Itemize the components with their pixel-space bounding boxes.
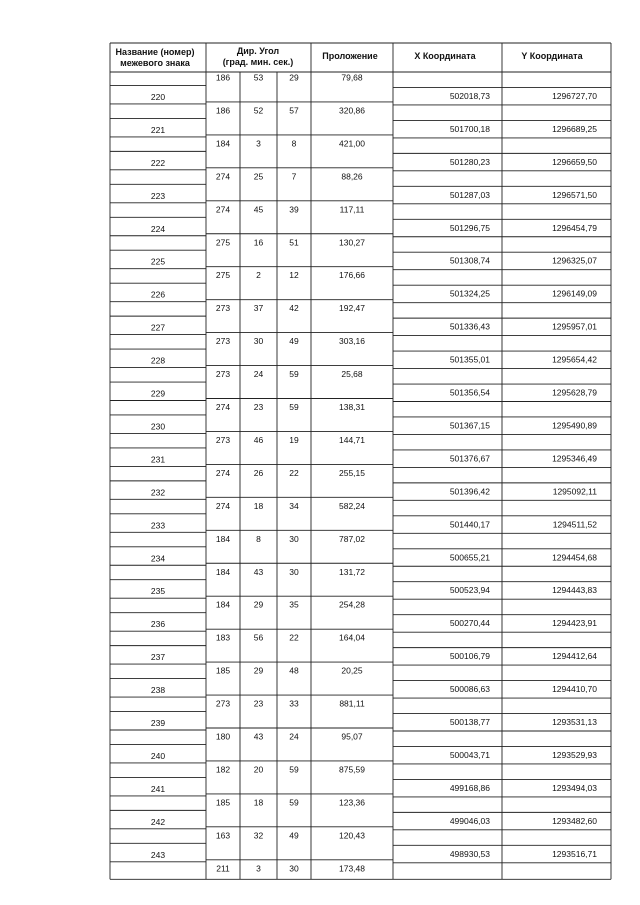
segment-degrees: 273 <box>215 336 231 347</box>
mark-x-coordinate: 500086,63 <box>449 684 490 695</box>
segment-minutes: 25 <box>253 171 264 182</box>
mark-x-coordinate: 501440,17 <box>449 519 490 530</box>
mark-name: 243 <box>150 849 166 860</box>
segment-length: 192,47 <box>339 303 365 314</box>
segment-degrees: 186 <box>215 72 231 83</box>
segment-degrees: 274 <box>215 402 231 412</box>
segment-seconds: 33 <box>289 698 299 709</box>
mark-x-coordinate: 501376,67 <box>449 453 490 464</box>
segment-minutes: 43 <box>253 731 264 742</box>
segment-degrees: 182 <box>215 764 231 775</box>
segment-seconds: 35 <box>289 599 299 610</box>
mark-name: 231 <box>150 454 166 465</box>
segment-seconds: 51 <box>289 237 299 248</box>
segment-minutes: 20 <box>253 764 264 775</box>
segment-minutes: 26 <box>253 467 264 478</box>
mark-x-coordinate: 501396,42 <box>449 486 490 497</box>
segment-degrees: 183 <box>215 632 231 643</box>
segment-degrees: 184 <box>215 566 231 577</box>
segment-length: 255,15 <box>339 467 365 478</box>
segment-degrees: 184 <box>215 138 231 149</box>
segment-seconds: 49 <box>289 336 299 347</box>
segment-seconds: 7 <box>291 171 297 182</box>
segment-minutes: 23 <box>253 698 264 709</box>
mark-x-coordinate: 501336,43 <box>449 321 490 332</box>
segment-length: 881,11 <box>339 698 365 709</box>
segment-length: 123,36 <box>339 797 365 808</box>
mark-y-coordinate: 1294511,52 <box>552 519 597 530</box>
segment-minutes: 29 <box>253 665 264 676</box>
segment-length: 131,72 <box>339 566 365 577</box>
segment-seconds: 39 <box>289 204 299 215</box>
segment-seconds: 30 <box>289 863 299 874</box>
header-angle-line2: (град. мин. сек.) <box>222 57 294 67</box>
mark-x-coordinate: 501296,75 <box>449 222 490 233</box>
segment-seconds: 59 <box>289 764 299 775</box>
segment-minutes: 16 <box>253 237 264 248</box>
mark-name: 240 <box>150 750 166 761</box>
segment-seconds: 8 <box>291 138 297 149</box>
mark-x-coordinate: 501355,01 <box>449 354 490 365</box>
segment-minutes: 45 <box>253 204 264 215</box>
mark-name: 237 <box>150 652 166 663</box>
mark-name: 235 <box>150 586 166 597</box>
mark-name: 222 <box>150 157 166 168</box>
mark-y-coordinate: 1295957,01 <box>552 321 597 332</box>
segment-seconds: 12 <box>289 270 299 281</box>
mark-name: 234 <box>150 553 166 564</box>
segment-length: 130,27 <box>339 237 365 248</box>
segment-minutes: 3 <box>256 863 261 874</box>
segment-minutes: 37 <box>253 303 264 314</box>
mark-x-coordinate: 498930,53 <box>449 848 490 859</box>
segment-length: 421,00 <box>339 138 365 149</box>
mark-y-coordinate: 1296149,09 <box>552 288 597 299</box>
mark-y-coordinate: 1294410,70 <box>552 684 597 695</box>
segment-degrees: 274 <box>215 500 231 511</box>
mark-x-coordinate: 501308,74 <box>449 255 490 266</box>
segment-seconds: 29 <box>289 72 299 83</box>
mark-y-coordinate: 1296727,70 <box>552 90 597 101</box>
mark-name: 232 <box>150 487 166 498</box>
segment-degrees: 273 <box>215 434 231 445</box>
segment-seconds: 34 <box>289 500 299 511</box>
segment-degrees: 274 <box>215 171 231 182</box>
mark-name: 224 <box>150 223 166 234</box>
mark-y-coordinate: 1293494,03 <box>552 782 597 793</box>
segment-degrees: 274 <box>215 204 231 215</box>
mark-name: 230 <box>150 421 166 432</box>
segment-seconds: 22 <box>289 467 299 478</box>
header-name-line2: межевого знака <box>120 58 190 68</box>
segment-minutes: 43 <box>253 566 264 577</box>
segment-degrees: 275 <box>215 237 231 248</box>
mark-y-coordinate: 1296571,50 <box>552 189 597 200</box>
segment-minutes: 2 <box>256 270 261 281</box>
segment-minutes: 56 <box>253 632 264 643</box>
mark-y-coordinate: 1295490,89 <box>552 420 597 431</box>
mark-name: 236 <box>150 619 166 630</box>
mark-y-coordinate: 1293531,13 <box>552 717 597 728</box>
mark-name: 223 <box>150 190 166 201</box>
mark-y-coordinate: 1294423,91 <box>552 618 597 629</box>
segment-degrees: 274 <box>215 467 231 478</box>
mark-x-coordinate: 501280,23 <box>449 156 490 167</box>
segment-seconds: 42 <box>289 303 299 314</box>
mark-name: 225 <box>150 256 166 267</box>
segment-seconds: 30 <box>289 533 299 544</box>
mark-name: 220 <box>150 91 166 102</box>
mark-y-coordinate: 1294412,64 <box>552 651 597 662</box>
mark-x-coordinate: 499168,86 <box>449 782 490 793</box>
segment-length: 164,04 <box>339 632 365 643</box>
segment-minutes: 30 <box>253 336 264 347</box>
table-header <box>116 46 584 68</box>
mark-y-coordinate: 1294454,68 <box>552 552 597 563</box>
header-angle-line1: Дир. Угол <box>236 46 280 56</box>
segment-minutes: 23 <box>253 402 264 412</box>
mark-x-coordinate: 501367,15 <box>449 420 490 431</box>
mark-y-coordinate: 1295654,42 <box>552 354 597 365</box>
mark-x-coordinate: 500043,71 <box>449 749 490 760</box>
mark-y-coordinate: 1295092,11 <box>552 486 597 497</box>
mark-name: 226 <box>150 289 166 300</box>
segment-length: 79,68 <box>341 72 363 83</box>
segment-minutes: 18 <box>253 797 264 808</box>
segment-degrees: 273 <box>215 369 231 380</box>
segment-seconds: 59 <box>289 402 299 412</box>
segment-length: 25,68 <box>341 369 363 380</box>
segment-degrees: 180 <box>215 731 231 742</box>
segment-length: 88,26 <box>341 171 363 182</box>
mark-y-coordinate: 1295628,79 <box>552 387 597 398</box>
table-body <box>151 73 597 874</box>
mark-x-coordinate: 501356,54 <box>449 387 490 398</box>
segment-seconds: 30 <box>289 566 299 577</box>
segment-length: 875,59 <box>339 764 365 775</box>
segment-degrees: 163 <box>215 830 231 841</box>
segment-seconds: 48 <box>289 665 299 676</box>
segment-length: 320,86 <box>339 105 365 116</box>
segment-length: 117,11 <box>339 204 365 215</box>
segment-degrees: 184 <box>215 599 231 610</box>
mark-y-coordinate: 1293529,93 <box>552 749 597 760</box>
header-x-coordinate: X Координата <box>414 51 476 61</box>
segment-minutes: 52 <box>253 105 264 116</box>
segment-minutes: 24 <box>253 369 264 380</box>
mark-y-coordinate: 1294443,83 <box>552 585 597 596</box>
segment-degrees: 185 <box>215 665 231 676</box>
mark-x-coordinate: 502018,73 <box>449 90 490 101</box>
mark-name: 238 <box>150 685 166 696</box>
segment-degrees: 185 <box>215 797 231 808</box>
mark-x-coordinate: 501287,03 <box>449 189 490 200</box>
segment-seconds: 59 <box>289 369 299 380</box>
segment-length: 787,02 <box>339 533 365 544</box>
mark-y-coordinate: 1293516,71 <box>552 848 597 859</box>
segment-minutes: 32 <box>253 830 264 841</box>
table-grid <box>110 43 611 879</box>
segment-minutes: 8 <box>256 533 261 544</box>
segment-length: 20,25 <box>341 665 363 676</box>
segment-seconds: 24 <box>289 731 299 742</box>
segment-length: 144,71 <box>339 434 365 445</box>
segment-degrees: 184 <box>215 533 231 544</box>
segment-seconds: 57 <box>289 105 299 116</box>
segment-length: 95,07 <box>341 731 363 742</box>
segment-degrees: 211 <box>216 863 230 874</box>
mark-name: 241 <box>150 783 166 794</box>
segment-degrees: 273 <box>215 303 231 314</box>
segment-length: 303,16 <box>339 336 365 347</box>
mark-name: 227 <box>150 322 166 333</box>
segment-minutes: 3 <box>256 138 261 149</box>
mark-x-coordinate: 501324,25 <box>449 288 490 299</box>
segment-length: 582,24 <box>339 500 365 511</box>
mark-y-coordinate: 1295346,49 <box>552 453 597 464</box>
segment-seconds: 19 <box>289 434 299 445</box>
segment-degrees: 273 <box>215 698 231 709</box>
mark-x-coordinate: 500138,77 <box>449 717 490 728</box>
mark-y-coordinate: 1296689,25 <box>552 123 597 134</box>
segment-degrees: 186 <box>215 105 231 116</box>
segment-minutes: 29 <box>253 599 264 610</box>
mark-name: 242 <box>150 816 166 827</box>
mark-x-coordinate: 500655,21 <box>449 552 490 563</box>
mark-x-coordinate: 500270,44 <box>449 618 490 629</box>
mark-name: 233 <box>150 520 166 531</box>
mark-x-coordinate: 500523,94 <box>449 585 490 596</box>
mark-name: 239 <box>150 718 166 729</box>
mark-y-coordinate: 1293482,60 <box>552 815 597 826</box>
mark-x-coordinate: 501700,18 <box>449 123 490 134</box>
header-length: Проложение <box>322 51 378 61</box>
mark-name: 229 <box>150 388 166 399</box>
mark-name: 221 <box>150 124 166 135</box>
mark-x-coordinate: 499046,03 <box>449 815 490 826</box>
header-name-line1: Название (номер) <box>115 47 195 57</box>
segment-seconds: 49 <box>289 830 299 841</box>
mark-y-coordinate: 1296454,79 <box>552 222 597 233</box>
segment-degrees: 275 <box>215 270 231 281</box>
mark-x-coordinate: 500106,79 <box>449 651 490 662</box>
mark-y-coordinate: 1296659,50 <box>552 156 597 167</box>
header-y-coordinate: Y Координата <box>521 51 583 61</box>
segment-minutes: 18 <box>253 500 264 511</box>
segment-minutes: 46 <box>253 434 264 445</box>
segment-length: 120,43 <box>339 830 365 841</box>
mark-y-coordinate: 1296325,07 <box>552 255 597 266</box>
segment-seconds: 59 <box>289 797 299 808</box>
segment-length: 254,28 <box>339 599 365 610</box>
mark-name: 228 <box>150 355 166 366</box>
segment-seconds: 22 <box>289 632 299 643</box>
segment-minutes: 53 <box>253 72 264 83</box>
segment-length: 173,48 <box>339 863 365 874</box>
segment-length: 176,66 <box>339 270 365 281</box>
segment-length: 138,31 <box>339 402 365 412</box>
